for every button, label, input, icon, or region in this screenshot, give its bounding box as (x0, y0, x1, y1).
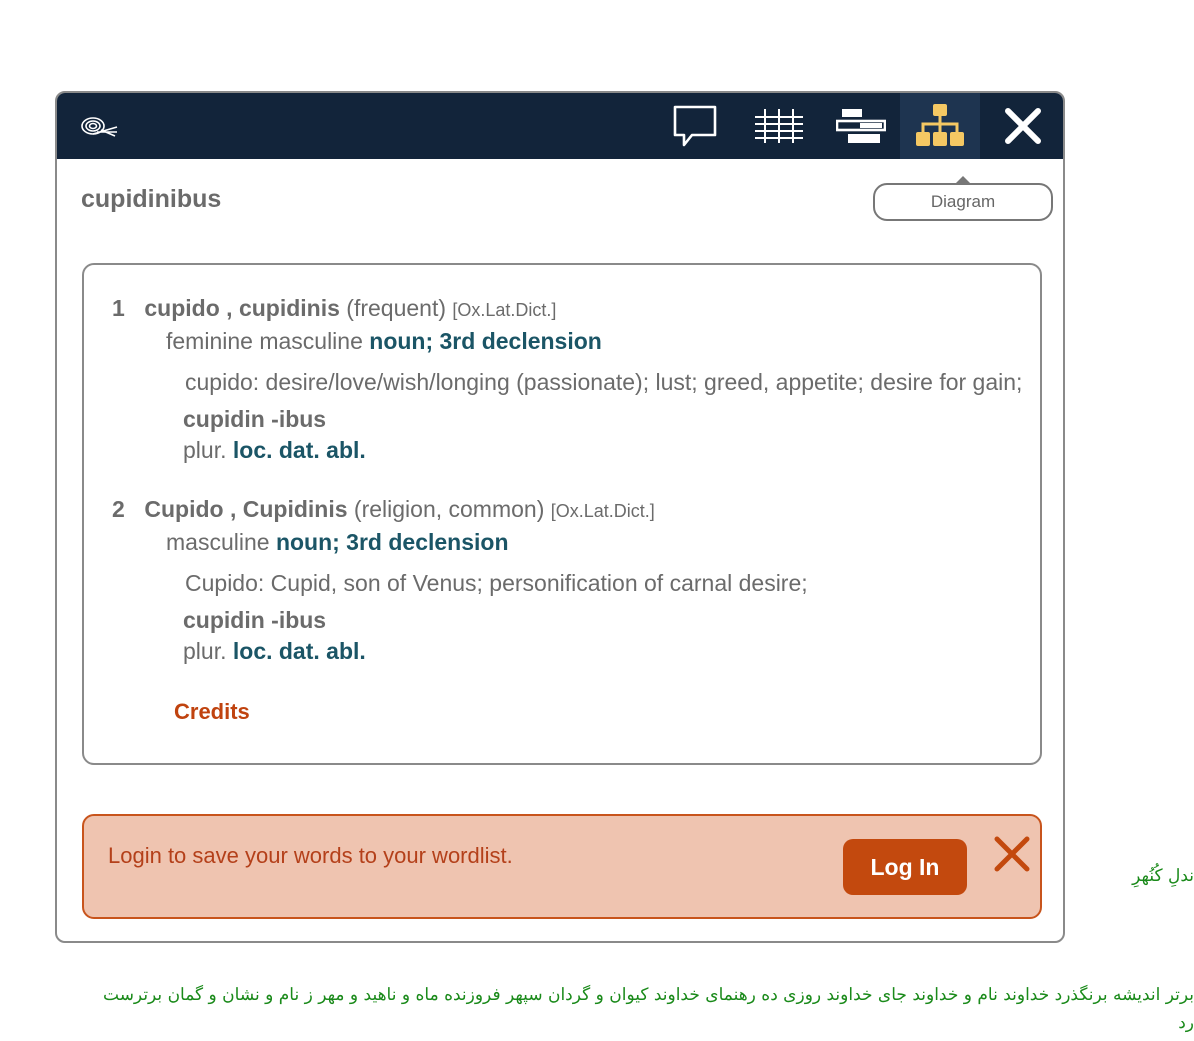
entry-definition: cupido: desire/love/wish/longing (passionate); lust; greed, appetite; desire for gain; (185, 369, 1023, 395)
comment-button[interactable] (655, 93, 735, 159)
perseus-logo-icon[interactable] (79, 113, 119, 141)
login-message: Login to save your words to your wordlist. (108, 843, 513, 868)
entry-frequency: (frequent) (346, 295, 446, 321)
diagram-icon (915, 104, 965, 148)
background-text-line: برتر اندیشه برنگذرد خداوند نام و خداوند جای خداوند روزی ده رهنمای خداوند کیوان و گردان سپهر فروزنده ماه و ناهید و مهر ز نام و نشان و گمان برترست (103, 985, 1194, 1005)
popup-toolbar (57, 93, 1063, 159)
diagram-button[interactable] (900, 93, 980, 159)
background-text-line: رد (1178, 1013, 1194, 1033)
entry-pos: noun; 3rd declension (369, 328, 602, 354)
entry-source: [Ox.Lat.Dict.] (550, 501, 655, 521)
dictionary-entry (112, 496, 808, 665)
close-icon (1005, 108, 1041, 144)
credits-link[interactable]: Credits (174, 699, 250, 724)
align-icon (836, 108, 886, 144)
entry-frequency: (religion, common) (353, 496, 545, 522)
entry-cases: loc. dat. abl. (232, 437, 366, 463)
close-popup-button[interactable] (983, 93, 1063, 159)
login-button[interactable]: Log In (843, 839, 967, 895)
login-banner (82, 814, 1042, 919)
headword-title: cupidinibus (81, 185, 222, 213)
entry-number: 1 (112, 295, 125, 321)
entry-source: [Ox.Lat.Dict.] (452, 300, 557, 320)
entry-pos: noun; 3rd declension (275, 529, 509, 555)
background-text-line: ندلِ کُنُهرِ (1132, 866, 1194, 886)
dictionary-entries (82, 263, 1042, 765)
entry-form: cupidin -ibus (183, 607, 327, 633)
grid-button[interactable] (739, 93, 819, 159)
close-icon[interactable] (992, 834, 1032, 874)
align-button[interactable] (821, 93, 901, 159)
word-popup (55, 91, 1065, 943)
entry-gender: masculine (166, 529, 270, 555)
entry-number-label: plur. (183, 638, 227, 664)
entry-gender: feminine masculine (166, 328, 363, 354)
entry-number: 2 (112, 496, 125, 522)
dictionary-entry (112, 295, 1022, 464)
entry-lemma[interactable]: cupido , cupidinis (144, 295, 340, 321)
entry-lemma[interactable]: Cupido , Cupidinis (144, 496, 348, 522)
grid-icon (755, 109, 803, 143)
entry-number-label: plur. (183, 437, 227, 463)
comment-icon (672, 104, 718, 148)
entry-cases: loc. dat. abl. (232, 638, 366, 664)
entry-definition: Cupido: Cupid, son of Venus; personification of carnal desire; (185, 570, 808, 596)
entry-form: cupidin -ibus (183, 406, 327, 432)
diagram-tooltip: Diagram (873, 183, 1053, 221)
